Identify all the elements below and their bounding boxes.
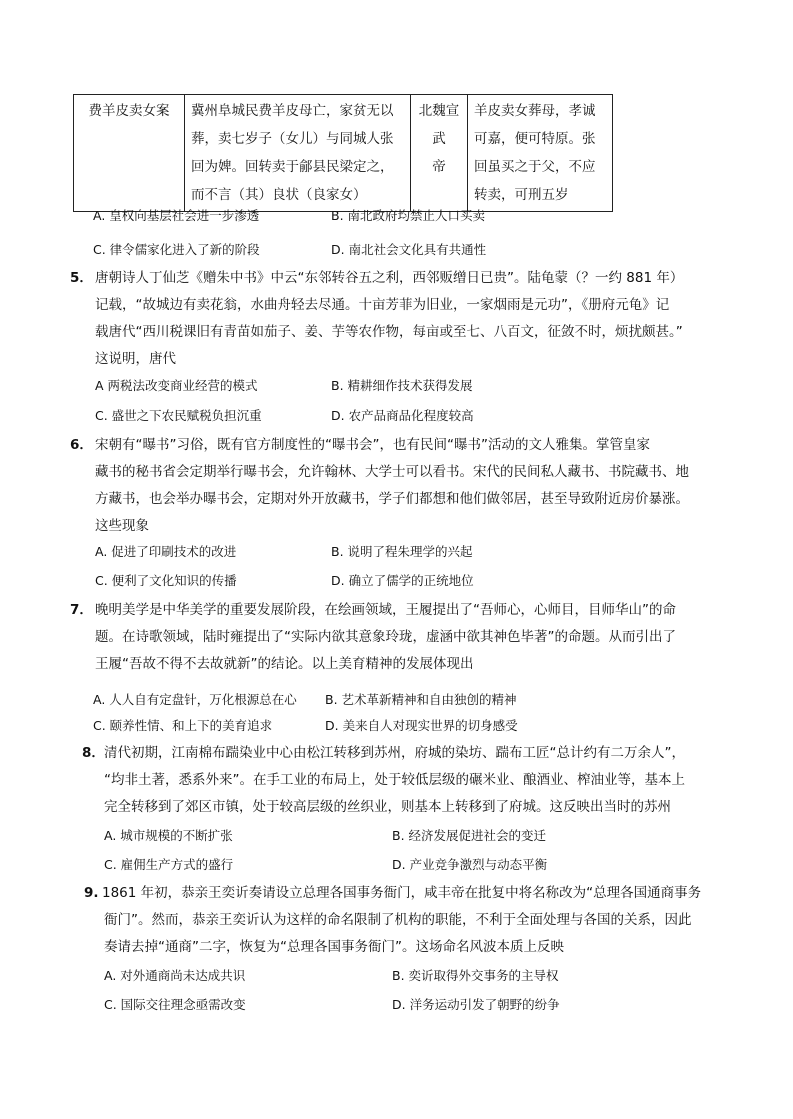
q7-number: 7． [70,602,93,618]
q4-option-d[interactable]: D. 南北社会文化具有共通性 [331,242,487,257]
q8-stem-line: 清代初期，江南棉布踹染业中心由松江转移到苏州，府城的染坊、踹布工匠“总计约有二万余人”， [104,745,685,761]
table-cell-ruler [411,95,468,212]
q6-number: 6． [70,437,93,453]
q6-option-a[interactable]: A. 促进了印刷技术的改进 [95,544,237,559]
case-name: 费羊皮卖女案 [88,103,170,119]
q4-option-c[interactable]: C. 律令儒家化进入了新的阶段 [93,242,260,257]
q9-stem-line: 衙门”。然而，恭亲王奕䜣认为这样的命名限制了机构的职能，不利于全面处理与各国的关系，因此 [104,912,692,928]
q5-stem-line: 唐朝诗人丁仙芝《赠朱中书》中云“东邻转谷五之利，西邻贩缯日已贵”。陆龟蒙（？一约 881 年） [95,270,684,286]
q6-stem-line: 这些现象 [95,518,149,534]
q6-option-b[interactable]: B. 说明了程朱理学的兴起 [331,544,473,559]
verdict-line: 羊皮卖女葬母，孝诚 [474,103,596,119]
q5-option-a[interactable]: A 两税法改变商业经营的模式 [95,378,258,393]
case-table [73,94,613,212]
q5-option-b[interactable]: B. 精耕细作技术获得发展 [331,378,473,393]
verdict-line: 回虽买之于父，不应 [474,159,596,175]
q6-stem-line: 宋朝有“曝书”习俗，既有官方制度性的“曝书会”，也有民间“曝书”活动的文人雅集。掌管皇家 [95,437,650,453]
q7-stem-line: 王履“吾故不得不去故就新”的结论。以上美育精神的发展体现出 [95,656,474,672]
q7-stem-line: 题。在诗歌领域，陆时雍提出了“实际内欲其意象玲珑，虚涵中欲其神色毕著”的命题。从而引出了 [95,629,676,645]
facts-line: 回为婢。回转卖于鄃县民梁定之， [191,159,394,175]
q5-option-d[interactable]: D. 农产品商品化程度较高 [331,408,474,423]
q8-option-a[interactable]: A. 城市规模的不断扩张 [104,828,233,843]
q9-option-d[interactable]: D. 洋务运动引发了朝野的纷争 [392,997,560,1012]
q8-option-d[interactable]: D. 产业竞争激烈与动态平衡 [392,857,548,872]
q4-option-a[interactable]: A. 皇权向基层社会进一步渗透 [93,208,260,223]
q6-option-d[interactable]: D. 确立了儒学的正统地位 [331,573,474,588]
q9-stem-line: 1861 年初，恭亲王奕䜣奏请设立总理各国事务衙门，咸丰帝在批复中将名称改为“总理各国通商事务 [102,885,702,901]
q6-option-c[interactable]: C. 便利了文化知识的传播 [95,573,237,588]
q8-stem-line: 完全转移到了郊区市镇，处于较高层级的丝织业，则基本上转移到了府城。这反映出当时的苏州 [104,799,671,815]
q8-option-c[interactable]: C. 雇佣生产方式的盛行 [104,857,234,872]
q5-stem-line: 载唐代“西川税课旧有青苗如茄子、姜、芋等农作物，每亩或至七、八百文，征敛不时，烦扰颇甚。” [95,324,683,340]
q8-option-b[interactable]: B. 经济发展促进社会的变迁 [392,828,547,843]
q4-option-b[interactable]: B. 南北政府均禁止人口买卖 [331,208,486,223]
ruler-line: 帝 [432,159,446,175]
q6-stem-line: 方藏书，也会举办曝书会，定期对外开放藏书，学子们都想和他们做邻居，甚至导致附近房价暴涨。 [95,491,689,507]
q9-number: 9. [84,885,99,901]
q9-option-b[interactable]: B. 奕䜣取得外交事务的主导权 [392,968,559,983]
table-cell-verdict [468,95,613,212]
q6-stem-line: 藏书的秘书省会定期举行曝书会，允许翰林、大学士可以看书。宋代的民间私人藏书、书院藏书、地 [95,464,689,480]
q8-number: 8． [82,745,105,761]
q7-option-b[interactable]: B. 艺术革新精神和自由独创的精神 [325,692,517,707]
table-cell-facts [185,95,411,212]
q8-stem-line: “均非土著，悉系外来”。在手工业的布局上，处于较低层级的碾米业、酿酒业、榨油业等，基本上 [104,772,685,788]
q5-option-c[interactable]: C. 盛世之下农民赋税负担沉重 [95,408,262,423]
q7-option-c[interactable]: C. 颐养性情、和上下的美育追求 [93,718,273,733]
table-row [74,95,613,212]
facts-line: 冀州阜城民费羊皮母亡，家贫无以 [191,103,394,119]
verdict-line: 可嘉，便可特原。张 [474,131,596,147]
q9-option-c[interactable]: C. 国际交往理念亟需改变 [104,997,246,1012]
q5-stem-line: 记载，“故城边有卖花翁，水曲舟轻去尽通。十亩芳菲为旧业，一家烟雨是元功”，《册府元龟》记 [95,297,670,313]
facts-line: 而不言（其）良状（良家女） [191,187,367,203]
q9-option-a[interactable]: A. 对外通商尚未达成共识 [104,968,246,983]
verdict-line: 转卖，可刑五岁 [474,187,569,203]
q7-option-a[interactable]: A. 人人自有定盘针，万化根源总在心 [93,692,297,707]
facts-line: 葬，卖七岁子（女儿）与同城人张 [191,131,394,147]
q5-stem-line: 这说明，唐代 [95,351,176,367]
ruler-line: 北魏宣武 [418,103,460,147]
table-cell-case [74,95,185,212]
q9-stem-line: 奏请去掉“通商”二字，恢复为“总理各国事务衙门”。这场命名风波本质上反映 [104,939,564,955]
q7-option-d[interactable]: D. 美来自人对现实世界的切身感受 [325,718,518,733]
q7-stem-line: 晚明美学是中华美学的重要发展阶段，在绘画领域，王履提出了“吾师心，心师目，目师华山”的命 [95,602,676,618]
q5-number: 5． [70,270,93,286]
